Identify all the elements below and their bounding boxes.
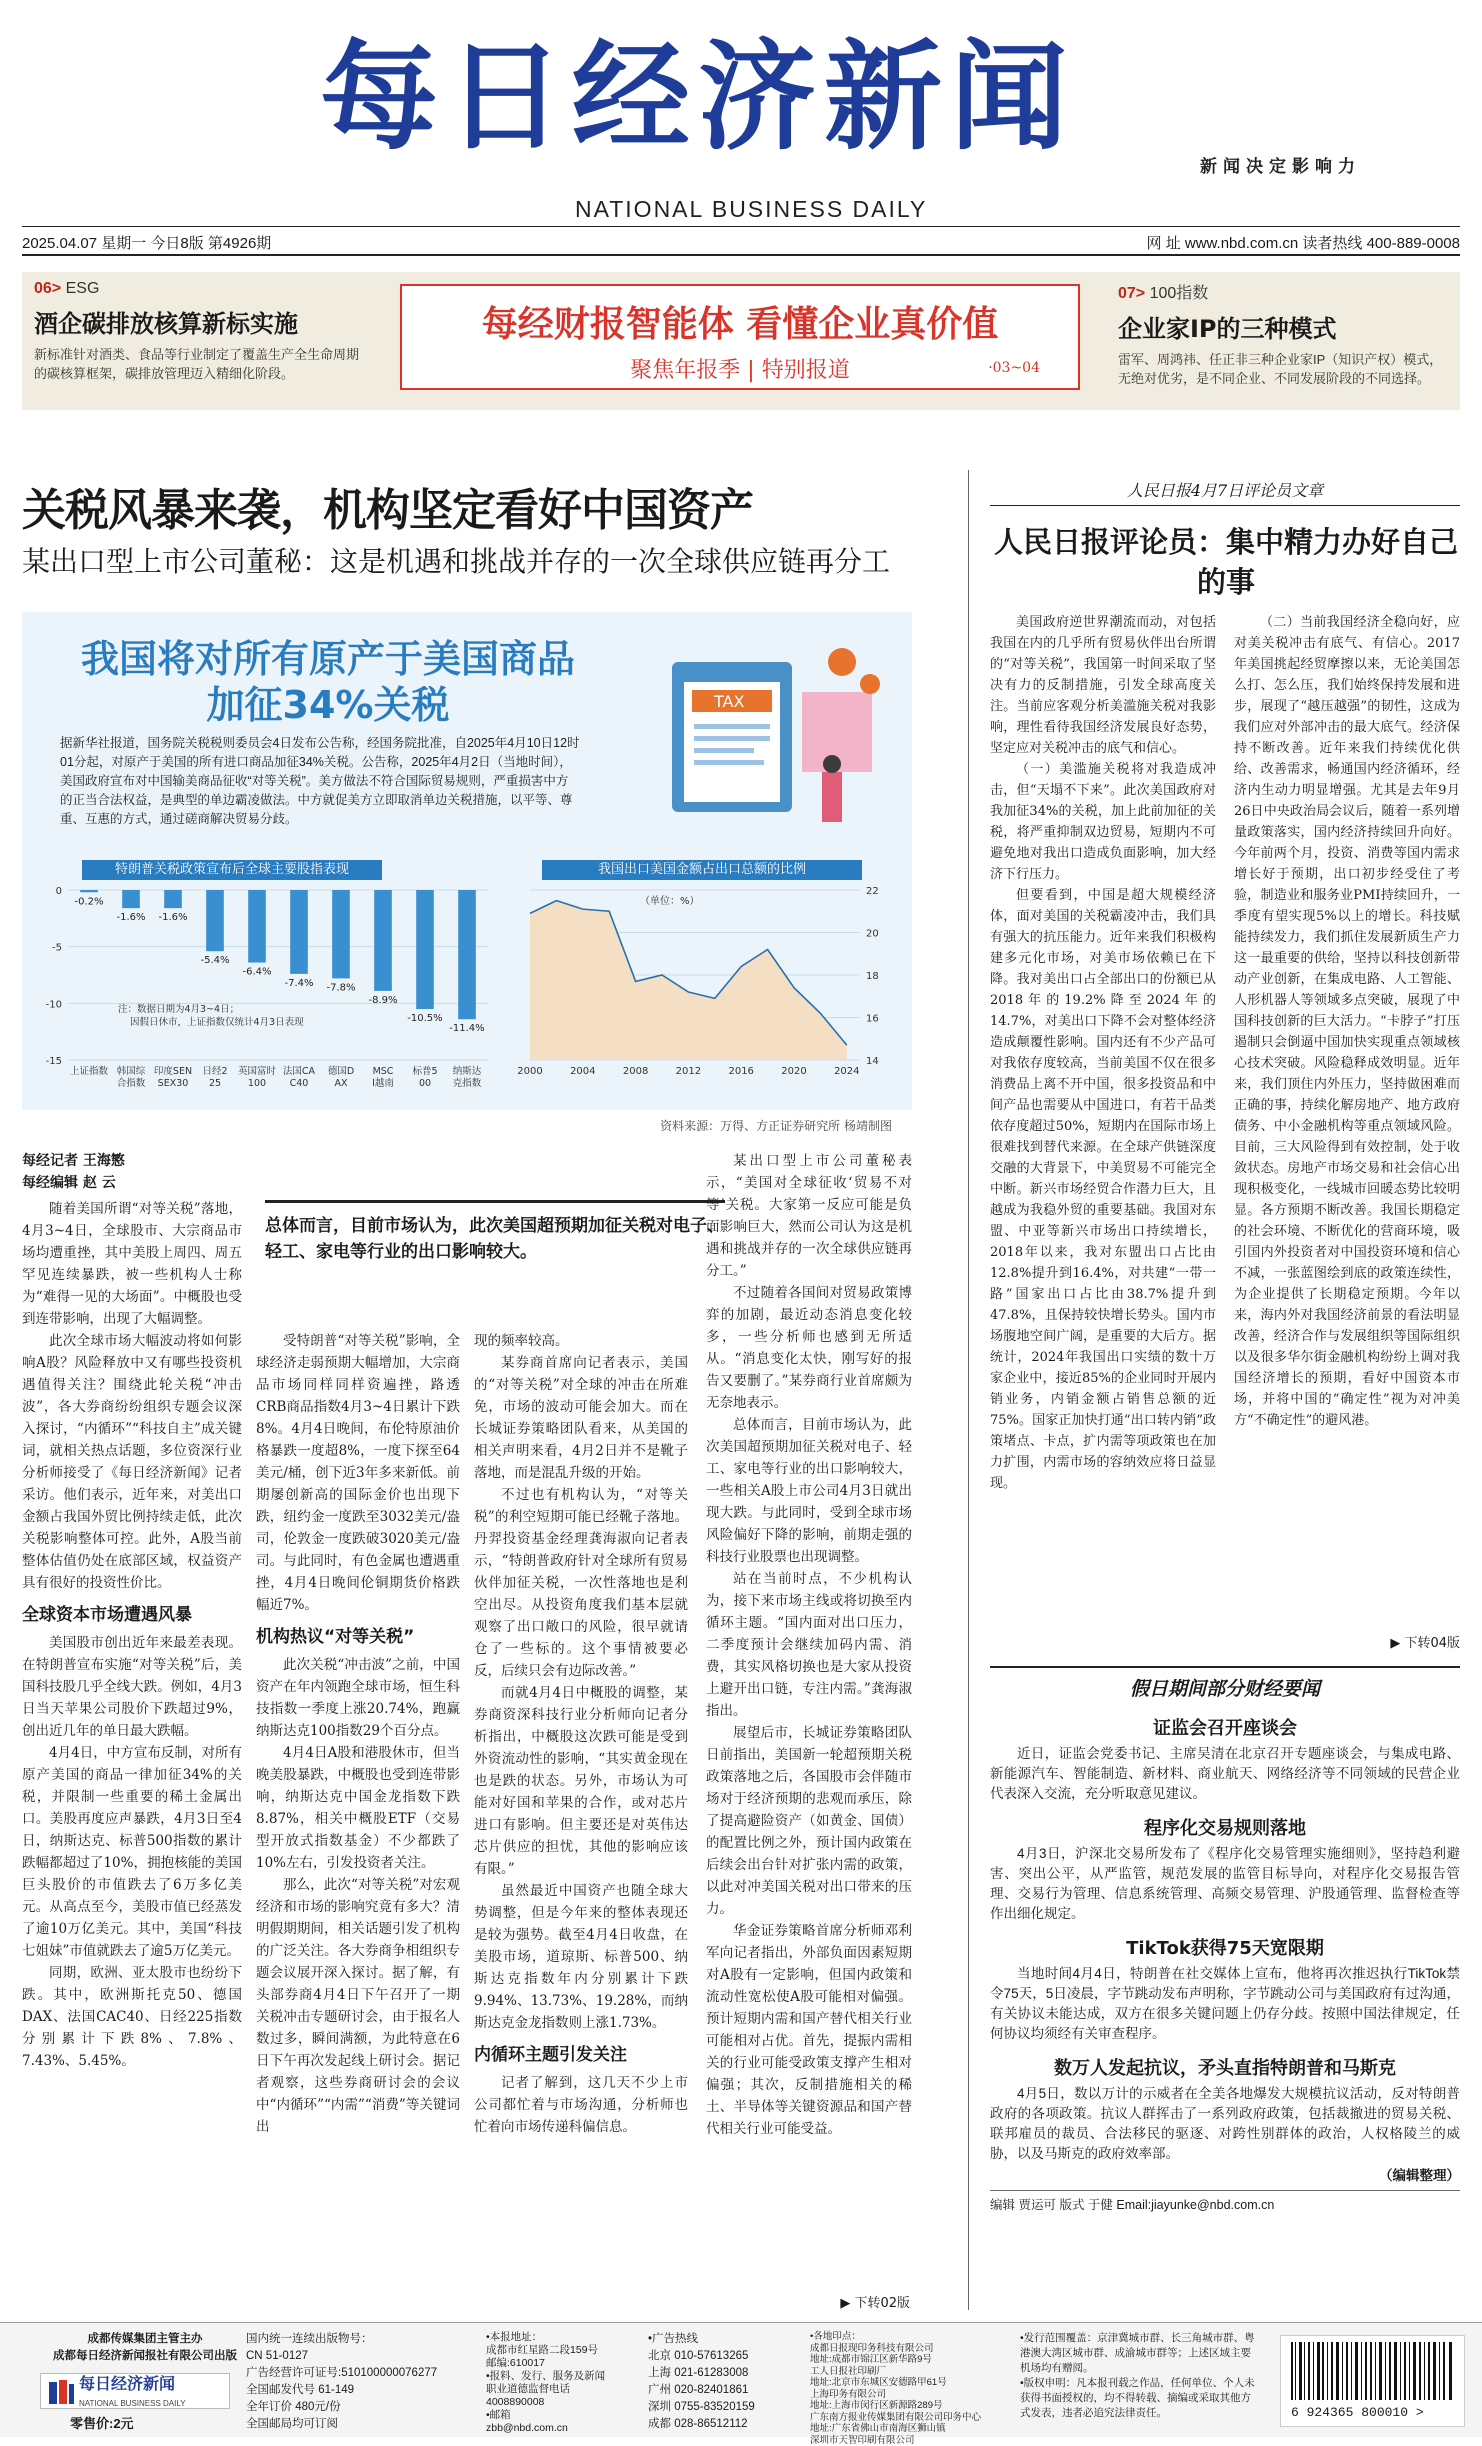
data-label: -10.5% [407,1013,443,1024]
x-tick-label: 法国CA C40 [282,1066,316,1089]
x-tick-label: 德国D AX [327,1066,355,1089]
teaser-summary: 雷军、周鸿祎、任正非三种企业家IP（知识产权）模式，无绝对优劣，是不同企业、不同发展阶段的不同选择。 [1118,352,1443,386]
section-heading: 机构热议“对等关税” [256,1627,415,1647]
paragraph: 此次全球市场大幅波动将如何影响A股？风险释放中又有哪些投资机遇值得关注？围绕此轮关税“冲击波”，各大券商纷纷组织专题会议深入探讨，“内循环”“科技自主”成关键词，就相关热点话题，多位资深行业分析师接受了《每日经济新闻》记者采访。他们表示，近年来，对美出口金额占我国外贸比例持续走低，此次关税影响整体可控。此外，A股当前整体估值仍处在底部区域，权益资产具有很好的投资性价比。 [22,1333,242,1591]
x-tick-label: 上证指数 [69,1066,109,1077]
x-tick-label: 2024 [834,1066,860,1077]
x-tick-label: 2008 [622,1066,649,1077]
paragraph: （一）美滥施关税将对我造成冲击，但“天塌不下来”。此次美国政府对我加征34%的关税，加上此前加征的关税，将严重抑制双边贸易，短期内不可避免地对我出口造成负面影响，加大经济下行压力。 [990,762,1216,882]
bar [248,890,266,963]
footer-address: •本报地址： 成都市红星路二段159号 邮编:610017 •报料、发行、服务及新闻 职业道德监督电话 4008890008 •邮箱 zbb@nbd.com.cn [486,2331,606,2434]
brief-item [990,1814,1460,1924]
nbd-logo-icon [47,2378,75,2406]
y-tick-label: 20 [866,928,879,940]
continued-label: 下转02版 [854,2296,910,2311]
data-label: -11.4% [449,1023,485,1035]
y-tick-label: 0 [55,886,62,897]
dateline: 2025.04.07 星期一 今日8版 第4926期 [22,235,272,252]
bar [80,890,98,892]
masthead-rule [22,226,1460,227]
chart1-title: 特朗普关税政策宣布后全球主要股指表现 [82,860,382,880]
graphic-text: 据新华社报道，国务院关税税则委员会4日发布公告称，经国务院批准，自2025年4月10日12时01分起，对原产于美国的所有进口商品加征34%关税。公告称，2025年4月2日（当地时间），美国政府宣布对中国输美商品征收“对等关税”。美方做法不符合国际贸易规则，严重损害中方的正当合法权益，是典型的单边霸凌做法。中方就促美方立即取消单边关税措施，以平等、尊重、互惠的方式，通过磋商解决贸易分歧。 [60,736,580,826]
column-divider [968,470,969,2310]
data-label: -0.2% [74,896,104,908]
data-label: -7.8% [326,982,356,994]
teaser-summary: 新标准针对酒类、食品等行业制定了覆盖生产全生命周期的碳核算框架，碳排放管理迈入精细化阶段。 [34,347,360,381]
infographic [22,612,912,1133]
paragraph: 华金证券策略首席分析师邓利军向记者指出，外部负面因素短期对A股有一定影响，但国内政策和流动性宽松使A股可能相对偏强。预计短期内需和国产替代相关行业可能相对占优。首先，提振内需相关的行业可能受政策支撑产生相对偏强；其次，反制措施相关的稀土、半导体等关键资源品和国产替代相关行业可能受益。 [706,1923,912,2137]
footer-logo [40,2373,230,2409]
y-tick-label: -15 [45,1056,62,1067]
paragraph: 那么，此次“对等关税”对宏观经济和市场的影响究竟有多大？清明假期期间，相关话题引发了机构的广泛关注。各大券商争相组织专题会议展开深入探讨。据了解，有头部券商4月4日下午召开了一期关税冲击专题研讨会，由于报名人数过多，瞬间满额，为此特意在6日下午再次发起线上研讨会。据记者观察，这些券商研讨会的会议中“内循环”“内需”“消费”等关键词出 [256,1877,460,2135]
bar [206,890,224,951]
briefs-header: 假日期间部分财经要闻 [990,1666,1460,1701]
teaser-page: 06> [34,280,62,297]
data-label: -8.9% [368,994,398,1006]
x-tick-label: 韩国综合指数 [116,1066,146,1089]
footer [0,2322,1482,2446]
teaser-left[interactable] [34,280,364,383]
x-tick-label: 2000 [517,1066,543,1077]
bar [290,890,308,974]
footer-ad-hotline: •广告热线 北京 010-57613265 上海 021-61283008 广州 020-82401861 深圳 0755-83520159 成都 028-86512112 [648,2333,755,2430]
lead-subhead: 某出口型上市公司董秘：这是机遇和挑战并存的一次全球供应链再分工 [22,545,891,578]
brief-item [990,1934,1460,2044]
byline [22,1150,242,1194]
section-heading: 内循环主题引发关注 [474,2045,627,2065]
area-chart-export-share [512,882,907,1107]
bar-chart-indices [30,882,500,1107]
svg-text:TAX: TAX [714,692,745,711]
teaser-title: 酒企碳排放核算新标实施 [34,310,298,338]
footer-publisher: 成都传媒集团主管主办 成都每日经济新闻报社有限公司出版 [53,2333,237,2362]
continued-link[interactable]: ▶ 下转04版 [1390,1636,1460,1651]
paragraph: 虽然最近中国资产也随全球大势调整，但是今年来的整体表现还是较为强势。截至4月4日收盘，在美股市场，道琼斯、标普500、纳斯达克指数年内分别累计下跌9.94%、13.73%、19.28%，而纳斯达克金龙指数则上涨1.73%。 [474,1883,688,2031]
promo-title: 每经财报智能体 看懂企业真价值 [481,303,999,345]
page-editors: 编辑 贾运可 版式 于健 Email:jiayunke@nbd.com.cn [990,2190,1460,2213]
continued-label: 下转04版 [1404,1636,1460,1651]
y-tick-label: -10 [45,999,62,1011]
paragraph: 现的频率较高。 [474,1333,569,1349]
paragraph: 美国股市创出近年来最差表现。在特朗普宣布实施“对等关税”后，美国科技股几乎全线大跌。例如，4月3日当天苹果公司股价下跌超过9%，创出近几年的单日最大跌幅。 [22,1635,242,1739]
footer-logo-text: 每日经济新闻 [79,2376,176,2393]
brief-item [990,1714,1460,1804]
paragraph: 同期，欧洲、亚太股市也纷纷下跌。其中，欧洲斯托克50、德国DAX、法国CAC40、日经225指数分别累计下跌8%、7.8%、7.43%、5.45%。 [22,1965,242,2069]
header-rule [22,254,1460,256]
paragraph: 总体而言，目前市场认为，此次美国超预期加征关税对电子、轻工、家电等行业的出口影响较大，一些相关A股上市公司4月3日就出现大跌。与此同时，受到全球市场风险偏好下降的影响，前期走强的科技行业股票也出现调整。 [706,1417,912,1565]
continued-link[interactable]: ▶ 下转02版 [840,2296,910,2311]
reporter: 每经记者 王海慜 [22,1153,125,1169]
paragraph: 某券商首席向记者表示，美国的“对等关税”对全球的冲击在所难免，市场的波动可能会加大。而在长城证券策略团队看来，从美国的相关声明来看，4月2日并不是靴子落地，而是混乱升级的开始。 [474,1355,688,1481]
paragraph: 记者了解到，这几天不少上市公司都忙着与市场沟通，分析师也忙着向市场传递科偏信息。 [474,2075,688,2135]
brief-body: 4月5日，数以万计的示威者在全美各地爆发大规模抗议活动，反对特朗普政府的各项政策。抗议人群挥击了一系列政府政策，包括裁撤进的贸易关税、联邦雇员的裁员、合法移民的驱逐、对跨性别群体的政治，人权格陵兰的威胁，以及马斯克的政府效率部。 [990,2086,1460,2161]
x-tick-label: MSC I越南 [372,1066,394,1089]
lead-col-3 [474,1330,688,2138]
teaser-right[interactable] [1118,280,1448,388]
barcode [1280,2335,1465,2427]
data-label: -1.6% [158,912,188,924]
graphic-title: 我国将对所有原产于美国商品加征34%关税 [80,637,575,727]
tax-clipboard-icon [642,632,892,832]
lead-col-2 [256,1330,460,2138]
paragraph: 但要看到，中国是超大规模经济体，面对美国的关税霸凌冲击，我们具有强大的抗压能力。近年来我们积极构建多元化市场，对美市场依赖已在下降。我对美出口占全部出口的份额已从2018年的19.2%降至2024年的14.7%，对美出口下降不会对整体经济造成颠覆性影响。国内还有不少产品可对我依存度较高，当前美国不仅在很多消费品上离不开中国，很多投资品和中间产品也需要从中国进口，有若干品类依存度超过50%，短期内在国际市场上很难找到替代来源。在全球产供链深度交融的大背景下，中美贸易不可能完全中断。新兴市场经贸合作潜力巨大，且越成为我稳外贸的重要基础。我国对东盟、中亚等新兴市场出口持续增长，2018年以来，我对东盟出口占比由12.8%提升到16.4%，对共建“一带一路”国家出口占比由38.7%提升到47.8%，且保持较快增长势头。国内市场腹地空间广阔，是重要的大后方。据统计，2024年我国出口实绩的数十万家企业中，接近85%的企业同时开展内销业务，内销金额占销售总额的近75%。国家正加快打通“出口转内销”政策堵点、卡点，扩内需等项政策也在加力扩围，内需市场的容纳效应将日益显现。 [990,888,1216,1491]
bar [122,890,140,908]
paragraph: 某出口型上市公司董秘表示，“美国对全球征收‘贸易不对等’关税。大家第一反应可能是负面影响巨大，然而公司认为这是机遇和挑战并存的一次全球供应链再分工。” [706,1153,912,1279]
x-tick-label: 印度SEN SEX30 [153,1066,193,1089]
brief-title: 证监会召开座谈会 [1153,1718,1297,1739]
bar [416,890,434,1009]
paragraph: 受特朗普“对等关税”影响，全球经济走弱预期大幅增加，大宗商品市场同样同样资遍挫，路透CRB商品指数4月3~4日累计下跌8%。4月4日晚间，布伦特原油价格暴跌一度超8%，一度下探至64美元/桶，创下近3年多来新低。前期屡创新高的国际金价也出现下跌，纽约金一度跌至3032美元/盎司，伦敦金一度跌破3020美元/盎司。与此同时，有色金属也遭遇重挫，4月4日晚间伦铜期货价格跌幅近7%。 [256,1333,460,1613]
lead-col-4 [706,1150,912,2140]
x-tick-label: 2016 [728,1066,754,1077]
promo-subtitle: 聚焦年报季 | 特别报道 [630,358,850,383]
x-tick-label: 英国富时 100 [237,1066,277,1089]
unit-label: （单位：%） [640,896,700,907]
data-label: -1.6% [116,912,146,924]
y-tick-label: 14 [866,1056,879,1067]
brief-title: TikTok获得75天宽限期 [1126,1938,1324,1959]
brief-body: 当地时间4月4日，特朗普在社交媒体上宣布，他将再次推迟执行TikTok禁令75天，5日凌晨，字节跳动发布声明称，字节跳动公司与美国政府有过沟通，有关协议未能达成，双方在很多关键问题上仍存分歧。按照中国法律规定，任何协议均须经有关审查程序。 [990,1966,1460,2041]
bar [164,890,182,908]
pull-quote: 总体而言，目前市场认为，此次美国超预期加征关税对电子、轻工、家电等行业的出口影响较大。 [265,1200,725,1265]
paragraph: 不过随着各国间对贸易政策博弈的加剧，最近动态消息变化较多，一些分析师也感到无所适从。“消息变化太快，刚写好的报告又要删了。”某券商行业首席颇为无奈地表示。 [706,1285,912,1411]
paragraph: 随着美国所谓“对等关税”落地，4月3~4日，全球股市、大宗商品市场均遭重挫，其中美股上周四、周五罕见连续暴跌，被一些机构人士称为“难得一见的大场面”。中概股也受到连带影响，出现了大幅调整。 [22,1201,242,1327]
promo-box[interactable] [400,284,1080,390]
paragraph: 此次关税“冲击波”之前，中国资产在年内领跑全球市场，恒生科技指数一季度上涨20.74%，跑赢纳斯达克100指数29个百分点。 [256,1657,460,1739]
x-tick-label: 2012 [675,1066,702,1077]
chart-annotation: 注：数据日期为4月3~4日；因假日休市，上证指数仅统计4月3日表现 [118,1004,304,1028]
x-tick-label: 标普5 00 [412,1066,438,1089]
data-label: -6.4% [242,966,272,978]
commentary-headline: 人民日报评论员：集中精力办好自己的事 [993,525,1458,599]
brief-title: 程序化交易规则落地 [1144,1818,1306,1839]
paragraph: 站在当前时点，不少机构认为，接下来市场主线或将切换至内循环主题。“国内面对出口压力，二季度预计会继续加码内需、消费，其实风格切换也是大家从投资上避开出口链，专注内需。”龚海淑指出。 [706,1571,912,1719]
area-fill [530,901,847,1060]
y-tick-label: 16 [866,1013,879,1025]
teaser-title: 企业家IP的三种模式 [1118,315,1337,343]
commentary-col-1 [990,612,1216,1494]
bar [332,890,350,978]
barcode-icon [1291,2342,1456,2400]
editor: 每经编辑 赵 云 [22,1175,116,1191]
footer-pubinfo: 国内统一连续出版物号： CN 51-0127 广告经营许可证号:510100000076277 全国邮发代号 61-149 全年订价 480元/份 全国邮局均可订阅 [246,2333,438,2430]
x-tick-label: 2020 [781,1066,807,1077]
x-tick-label: 2004 [570,1066,596,1077]
teaser-section: ESG [65,280,100,297]
masthead-title: 每日经济新闻 [320,28,1077,166]
teaser-page: 07> [1118,285,1146,302]
lead-headline: 关税风暴来袭，机构坚定看好中国资产 [22,485,753,536]
y-tick-label: 22 [866,886,879,897]
paragraph: （二）当前我国经济全稳向好，应对美关税冲击有底气、有信心。2017年美国挑起经贸摩擦以来，无论美国怎么打、怎么压，我们始终保持发展和进步，展现了“越压越强”的韧性，这成为我们应对外部冲击的最大底气。经济保持不断改善。近年来我们持续优化供给、改善需求，畅通国内经济循环，经济内生动力明显增强。尤其是去年9月26日中央政治局会议后，随着一系列增量政策落实，国内经济持续回升向好。今年前两个月，投资、消费等国内需求增长好于预期，出口初步经受住了考验，制造业和服务业PMI持续回升，一季度有望实现5%以上的增长。科技赋能持续发力，我们抓住发展新质生产力这一最重要的供给，坚持以科技创新带动产业创新，在集成电路、人工智能、人形机器人等领域多点突破，展现了中国科技创新的巨大活力。“卡脖子”打压遏制只会倒逼中国加快实现重点领域核心技术突破。风险稳释成效明显。近年来，我们顶住内外压力，坚持做困难而正确的事，持续化解房地产、地方政府债务、中小金融机构等重点领域风险。目前，三大风险得到有效控制，处于收敛状态。房地产市场交易和社会信心出现积极变化，一线城市回暖态势比较明显。各方预期不断改善。我国长期稳定的社会环境、不断优化的营商环境，吸引国内外投资者对中国投资环境和信心不减，一张蓝图绘到底的政策连续性，为企业提供了长期稳定预期。今年以来，海内外对我国经济前景的看法明显改善，经济合作与发展组织等国际组织以及很多华尔街金融机构纷纷上调对我国经济增长的预期，看好中国资本市场，并将中国的“确定性”视为对冲美方“不确定性”的避风港。 [1234,615,1460,1428]
brief-item [990,2054,1460,2164]
y-tick-label: -5 [52,942,62,954]
website-hotline: 网 址 www.nbd.com.cn 读者热线 400-889-0008 [1146,235,1460,252]
paragraph: 4月4日，中方宣布反制，对所有原产美国的商品一律加征34%的关税，并限制一些重要的稀土金属出口。美股再度应声暴跌，4月3日至4日，纳斯达克、标普500指数的累计跌幅都超过了10%，拥抱核能的美国巨头股价的市值跌去了6万多亿美元。从高点至今，美股市值已经蒸发了逾10万亿美元。其中，美国“科技七姐妹”市值就跌去了逾5万亿美元。 [22,1745,242,1959]
paragraph: 而就4月4日中概股的调整，某券商资深科技行业分析师向记者分析指出，中概股这次跌可能是受到外资流动性的影响，“其实黄金现在也是跌的状态。另外，市场认为可能对好国和苹果的合作，或对芯片进口有影响。但主要还是对英伟达芯片供应的担忧，其他的影响应该有限。” [474,1685,688,1877]
lead-col-1 [22,1198,242,2072]
x-tick-label: 日经2 25 [202,1066,228,1089]
brief-body: 4月3日，沪深北交易所发布了《程序化交易管理实施细则》，坚持趋利避害、突出公平，从严监管，规范发展的监管目标导向，对程序化交易报告管理、交易行为管理、信息系统管理、高频交易管理、沪股通管理、监督检查等作出细化规定。 [990,1846,1460,1921]
commentary-kicker: 人民日报4月7日评论员文章 [990,478,1460,506]
paragraph: 展望后市，长城证券策略团队日前指出，美国新一轮超预期关税政策落地之后，各国股市会伴随市场对于经济预期的悲观而承压，除了提高避险资产（如黄金、国债）的配置比例之外，预计国内政策在后续会出台针对扩张内需的政策，以此对冲美国关税对出口带来的压力。 [706,1725,912,1917]
y-tick-label: 18 [866,971,879,982]
paragraph: 不过也有机构认为，“对等关税”的利空短期可能已经靴子落地。丹羿投资基金经理龚海淑向记者表示，“特朗普政府针对全球所有贸易伙伴加征关税，一次性落地也是利空出尽。从投资角度我们基本层就观察了出口敞口的风险，很早就请仓了一些标的。这个事情被要必反，后续只会有边际改善。” [474,1487,688,1679]
footer-price: 零售价:2元 [70,2416,134,2431]
brief-title: 数万人发起抗议，矛头直指特朗普和马斯克 [1054,2058,1396,2079]
promo-pages: ·03~04 [988,360,1040,376]
briefs-note: （编辑整理） [1379,2168,1460,2184]
data-label: -5.4% [200,955,230,967]
paragraph: 4月4日A股和港股休市，但当晚美股暴跌，中概股也受到连带影响，纳斯达克中国金龙指数下跌8.87%，相关中概股ETF（交易型开放式指数基金）不少都跌了10%左右，引发投资者关注。 [256,1745,460,1871]
footer-logo-en: NATIONAL BUSINESS DAILY [79,2399,186,2408]
graphic-source: 资料来源：万得、方正证券研究所 杨靖制图 [660,1119,892,1133]
bar [458,890,476,1019]
masthead-slogan: 新闻决定影响力 [1200,157,1361,177]
x-tick-label: 纳斯达克指数 [452,1066,482,1089]
bar [374,890,392,991]
teaser-section: 100指数 [1149,285,1209,302]
chart2-title: 我国出口美国金额占出口总额的比例 [542,860,862,880]
footer-scope: •发行范围覆盖：京津冀城市群、长三角城市群、粤港澳大湾区城市群、成渝城市群等；上述区域主要机场均有赠阅。 •版权申明：凡本报刊载之作品，任何单位、个人未获得书面授权的，均不得转载、摘编或采取其他方式发表，违者必追究法律责任。 [1020,2332,1255,2419]
briefs-list [990,1704,1460,2213]
section-heading: 全球资本市场遭遇风暴 [22,1605,192,1625]
commentary-col-2 [1234,612,1460,1431]
masthead-english: NATIONAL BUSINESS DAILY [575,196,928,222]
paragraph: 美国政府逆世界潮流而动，对包括我国在内的几乎所有贸易伙伴出台所谓的“对等关税”，我国第一时间采取了坚决有力的反制措施，引发全球高度关注。当前应客观分析美滥施关税对我影响，理性看待我国经济发展良好态势，坚定应对关税冲击的底气和信心。 [990,615,1216,756]
footer-print-sites: •各地印点： 成都日报现印务科技有限公司 地址:成都市锦江区新华路9号 工人日报社印刷厂 地址:北京市东城区安德路甲61号 上海印务有限公司 地址:上海市闵行区新源路289号 广东南方报业传媒集团有限公司印务中心 地址:广东省佛山市南海区狮山镇 深圳市天智印刷有限公司 [810,2331,982,2446]
brief-body: 近日，证监会党委书记、主席吴清在北京召开专题座谈会，与集成电路、新能源汽车、智能制造、新材料、商业航天、网络经济等不同领域的民营企业代表深入交流，充分听取意见建议。 [990,1746,1460,1801]
barcode-number: 6 924365 800010 > [1291,2405,1424,2420]
data-label: -7.4% [284,977,314,989]
